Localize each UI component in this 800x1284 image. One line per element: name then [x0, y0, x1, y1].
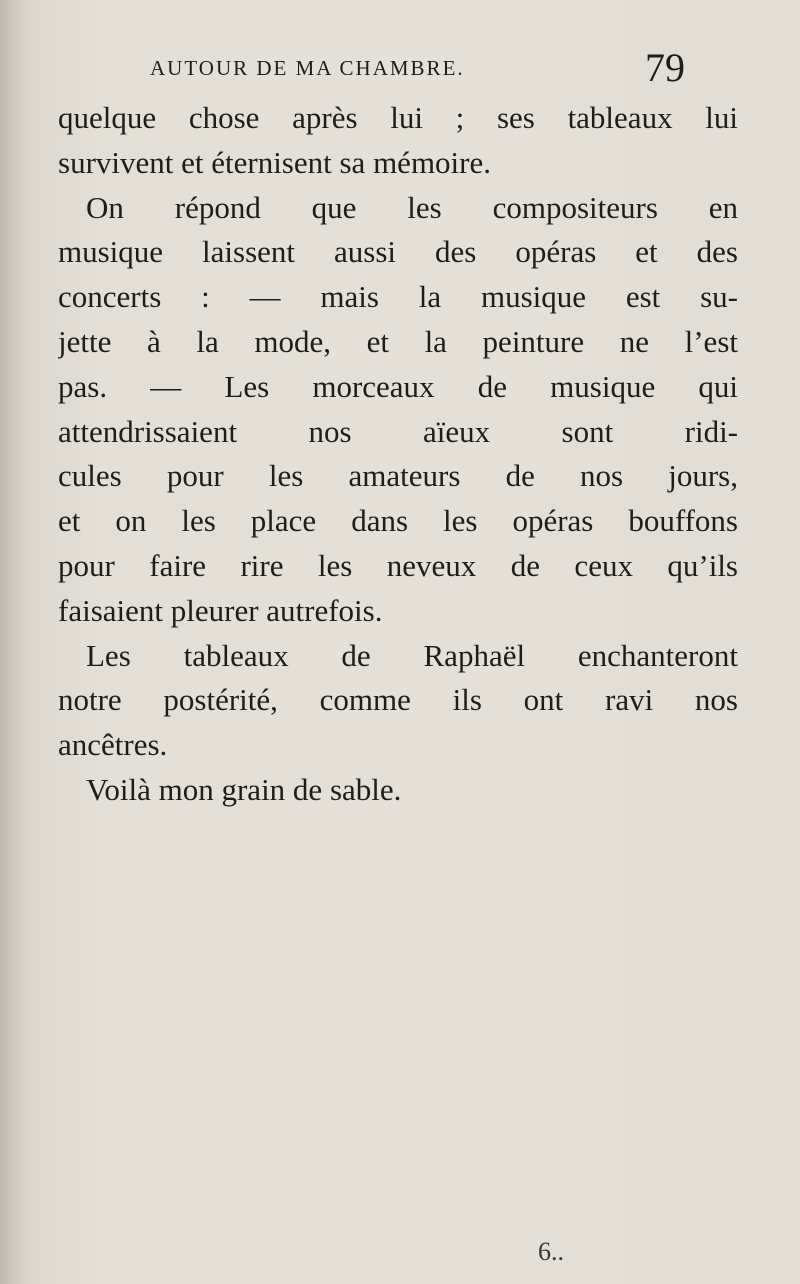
text-line: concerts : — mais la musique est su-: [58, 279, 738, 315]
page-gutter: [0, 0, 24, 1284]
running-head: [150, 45, 685, 98]
text-line: survivent et éternisent sa mémoire.: [58, 144, 492, 180]
text-line: jette à la mode, et la peinture ne l’est: [58, 323, 738, 359]
signature-mark: 6..: [538, 1237, 564, 1266]
text-line: quelque chose après lui ; ses tableaux lui: [58, 100, 738, 135]
text-line: ancêtres.: [58, 727, 168, 763]
running-title: AUTOUR DE MA CHAMBRE.: [150, 56, 465, 80]
text-line: faisaient pleurer autrefois.: [58, 592, 383, 628]
body-text: [58, 96, 738, 813]
text-line: cules pour les amateurs de nos jours,: [58, 458, 738, 494]
text-line: notre postérité, comme ils ont ravi nos: [58, 682, 738, 718]
text-line: On répond que les compositeurs en: [86, 189, 738, 225]
text-line: Voilà mon grain de sable.: [86, 771, 402, 807]
text-line: Les tableaux de Raphaël enchanteront: [86, 637, 738, 673]
text-line: pour faire rire les neveux de ceux qu’ils: [58, 547, 738, 583]
text-line: et on les place dans les opéras bouffons: [58, 503, 738, 539]
text-line: pas. — Les morceaux de musique qui: [58, 368, 738, 404]
text-line: musique laissent aussi des opéras et des: [58, 234, 738, 270]
text-line: attendrissaient nos aïeux sont ridi-: [58, 413, 738, 449]
page-number: 79: [645, 45, 685, 90]
